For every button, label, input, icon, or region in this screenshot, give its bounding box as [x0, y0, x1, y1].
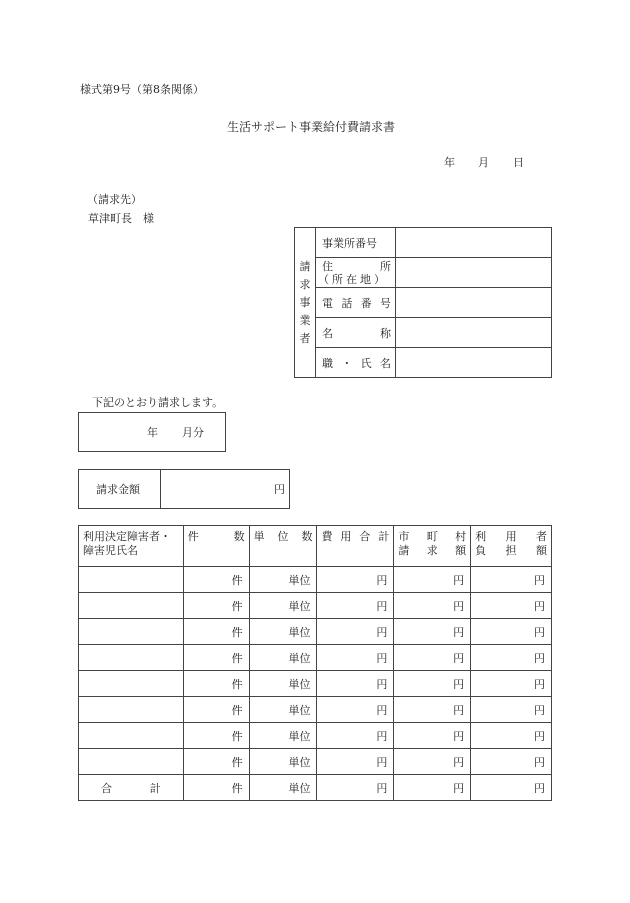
- unit-count-cell[interactable]: 単位: [249, 749, 317, 775]
- header-municipal-claim: 市 町 村 請 求 額: [394, 526, 471, 567]
- user-burden-cell[interactable]: 円: [471, 749, 552, 775]
- unit-count-cell[interactable]: 単位: [249, 567, 317, 593]
- total-cost-cell[interactable]: 円: [317, 567, 394, 593]
- table-row: [79, 567, 552, 593]
- period-month-label: 月分: [182, 426, 204, 439]
- addressee-label: （請求先）: [87, 193, 142, 206]
- page-title: 生活サポート事業給付費請求書: [227, 120, 396, 134]
- case-count-cell[interactable]: 件: [183, 671, 249, 697]
- applicant-row-office-number: [295, 228, 552, 258]
- unit-count-cell[interactable]: 単位: [249, 645, 317, 671]
- claim-amount-label: 請求金額: [96, 483, 140, 496]
- total-cost-cell[interactable]: 円: [317, 697, 394, 723]
- municipal-claim-cell[interactable]: 円: [394, 697, 471, 723]
- address-label: 住 所 （所在地）: [316, 258, 396, 288]
- case-count-cell[interactable]: 件: [183, 567, 249, 593]
- title-name-field[interactable]: [396, 348, 552, 378]
- applicant-row-phone: [295, 288, 552, 318]
- user-burden-cell[interactable]: 円: [471, 723, 552, 749]
- table-row: [79, 593, 552, 619]
- total-cost-cell[interactable]: 円: [317, 619, 394, 645]
- office-number-field[interactable]: [396, 228, 552, 258]
- detail-header-row: [79, 526, 552, 567]
- office-number-label: 事業所番号: [316, 228, 396, 258]
- total-row: [79, 775, 552, 801]
- header-recipient-name: 利用決定障害者・ 障害児氏名: [79, 526, 184, 567]
- form-number: 様式第9号（第8条関係）: [80, 83, 204, 96]
- municipal-claim-cell[interactable]: 円: [394, 567, 471, 593]
- recipient-name-cell[interactable]: [79, 749, 184, 775]
- table-row: [79, 749, 552, 775]
- recipient-name-cell[interactable]: [79, 593, 184, 619]
- business-name-field[interactable]: [396, 318, 552, 348]
- date-day-label: 日: [513, 156, 524, 169]
- claim-amount-field[interactable]: [161, 471, 269, 507]
- case-count-cell[interactable]: 件: [183, 593, 249, 619]
- municipal-claim-cell[interactable]: 円: [394, 671, 471, 697]
- unit-count-cell[interactable]: 単位: [249, 723, 317, 749]
- municipal-claim-cell[interactable]: 円: [394, 593, 471, 619]
- header-user-burden: 利 用 者 負 担 額: [471, 526, 552, 567]
- user-burden-cell[interactable]: 円: [471, 775, 552, 801]
- address-sub-label: （所在地）: [318, 272, 388, 286]
- total-cost-cell[interactable]: 円: [317, 723, 394, 749]
- total-cost-cell[interactable]: 円: [317, 749, 394, 775]
- applicant-row-address: [295, 258, 552, 288]
- user-burden-cell[interactable]: 円: [471, 619, 552, 645]
- case-count-cell[interactable]: 件: [183, 775, 249, 801]
- total-cost-cell[interactable]: 円: [317, 645, 394, 671]
- header-total-cost: 費 用 合 計: [317, 526, 394, 567]
- unit-count-cell[interactable]: 単位: [249, 593, 317, 619]
- table-row: [79, 723, 552, 749]
- claim-amount-unit: 円: [274, 483, 285, 496]
- table-row: [79, 645, 552, 671]
- recipient-name-cell[interactable]: [79, 697, 184, 723]
- case-count-cell[interactable]: 件: [183, 619, 249, 645]
- business-name-label: 名 称: [316, 318, 396, 348]
- user-burden-cell[interactable]: 円: [471, 645, 552, 671]
- table-row: [79, 619, 552, 645]
- user-burden-cell[interactable]: 円: [471, 671, 552, 697]
- applicant-table: [294, 227, 552, 378]
- applicant-side-label: 請 求 事 業 者: [295, 228, 316, 378]
- header-unit-count: 単 位 数: [249, 526, 317, 567]
- recipient-name-cell[interactable]: [79, 619, 184, 645]
- unit-count-cell[interactable]: 単位: [249, 671, 317, 697]
- recipient-name-cell[interactable]: [79, 567, 184, 593]
- phone-field[interactable]: [396, 288, 552, 318]
- municipal-claim-cell[interactable]: 円: [394, 749, 471, 775]
- unit-count-cell[interactable]: 単位: [249, 619, 317, 645]
- total-cost-cell[interactable]: 円: [317, 671, 394, 697]
- applicant-row-title-name: [295, 348, 552, 378]
- user-burden-cell[interactable]: 円: [471, 593, 552, 619]
- case-count-cell[interactable]: 件: [183, 697, 249, 723]
- date-year-label: 年: [444, 156, 455, 169]
- municipal-claim-cell[interactable]: 円: [394, 723, 471, 749]
- recipient-name-cell[interactable]: [79, 671, 184, 697]
- claim-amount-box: [78, 469, 290, 509]
- header-case-count: 件 数: [183, 526, 249, 567]
- municipal-claim-cell[interactable]: 円: [394, 645, 471, 671]
- addressee-name: 草津町長 様: [88, 212, 154, 225]
- applicant-row-name: [295, 318, 552, 348]
- table-row: [79, 697, 552, 723]
- date-month-label: 月: [478, 156, 489, 169]
- billing-period-box[interactable]: [78, 412, 226, 452]
- total-cost-cell[interactable]: 円: [317, 775, 394, 801]
- period-year-label: 年: [147, 426, 158, 439]
- municipal-claim-cell[interactable]: 円: [394, 619, 471, 645]
- request-statement: 下記のとおり請求します。: [92, 396, 224, 409]
- unit-count-cell[interactable]: 単位: [249, 697, 317, 723]
- unit-count-cell[interactable]: 単位: [249, 775, 317, 801]
- total-cost-cell[interactable]: 円: [317, 593, 394, 619]
- case-count-cell[interactable]: 件: [183, 723, 249, 749]
- recipient-name-cell[interactable]: [79, 645, 184, 671]
- user-burden-cell[interactable]: 円: [471, 697, 552, 723]
- user-burden-cell[interactable]: 円: [471, 567, 552, 593]
- detail-table: [78, 525, 552, 801]
- case-count-cell[interactable]: 件: [183, 749, 249, 775]
- municipal-claim-cell[interactable]: 円: [394, 775, 471, 801]
- total-label: 合 計: [79, 775, 184, 801]
- recipient-name-cell[interactable]: [79, 723, 184, 749]
- table-row: [79, 671, 552, 697]
- phone-label: 電 話 番 号: [316, 288, 396, 318]
- case-count-cell[interactable]: 件: [183, 645, 249, 671]
- address-field[interactable]: [396, 258, 552, 288]
- title-name-label: 職 ・ 氏 名: [316, 348, 396, 378]
